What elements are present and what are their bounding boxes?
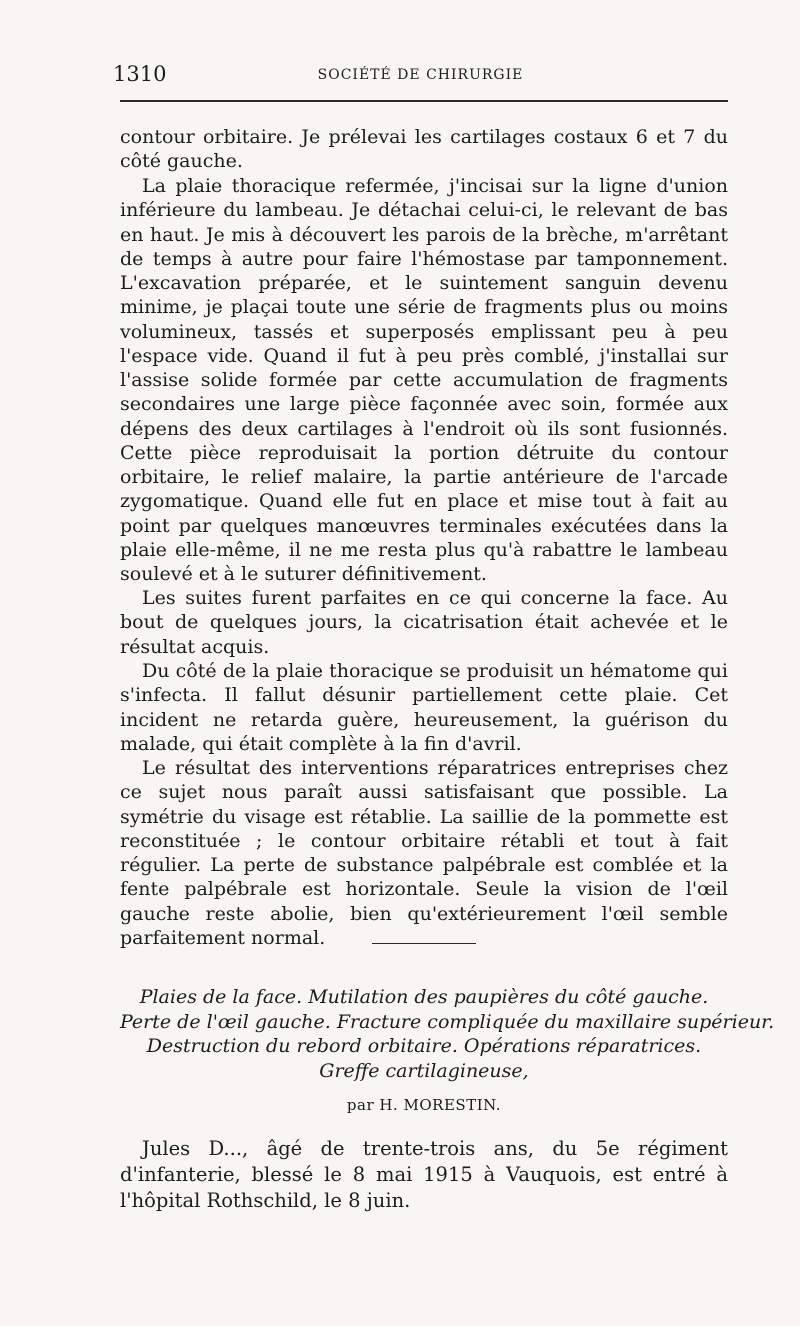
body-paragraph: Le résultat des interventions réparatrices entreprises chez ce sujet nous paraît aussi satisfaisant que possible. La symétrie du visage est rétablie. La saillie de la pommette est reconstituée ; le contour orbitaire rétabli et tout à fait régulier. La perte de substance palpébrale est comblée et la fente palpébrale est horizontale. Seule la vision de l'œil gauche reste abolie, bien qu'extérieurement l'œil semble parfaitement normal. [120,757,728,949]
header-rule [120,100,728,102]
article-title [120,985,775,1083]
article-intro-paragraph: Jules D..., âgé de trente-trois ans, du 5e régiment d'infanterie, blessé le 8 mai 1915 à Vauquois, est entré à l'hôpital Rothschild, le 8 juin. [120,1137,728,1212]
body-paragraph: Du côté de la plaie thoracique se produisit un hématome qui s'infecta. Il fallut désunir partiellement cette plaie. Cet incident ne retarda guère, heureusement, la guérison du malade, qui était complète à la fin d'avril. [120,660,728,755]
section-separator [372,943,476,944]
article-author: par H. MORESTIN. [346,1096,502,1114]
body-paragraph: La plaie thoracique refermée, j'incisai sur la ligne d'union inférieure du lambeau. Je détachai celui-ci, le relevant de bas en haut. Je mis à découvert les parois de la brèche, m'arrêtant de temps à autre pour faire l'hémostase par tamponnement. L'excavation préparée, et le suintement sanguin devenu minime, je plaçai toute une série de fragments plus ou moins volumineux, tassés et superposés emplissant peu à peu l'espace vide. Quand il fut à peu près comblé, j'installai sur l'assise solide formée par cette accumulation de fragments secondaires une large pièce façonnée avec soin, formée aux dépens des deux cartilages à l'endroit où ils sont fusionnés. Cette pièce reproduisait la portion détruite du contour orbitaire, le relief malaire, la partie antérieure de l'arcade zygomatique. Quand elle fut en place et mise tout à fait au point par quelques manœuvres terminales exécutées dans la plaie elle-même, il ne me resta plus qu'à rabattre le lambeau soulevé et à le suturer définitivement. [120,175,728,585]
page-number: 1310 [113,62,167,86]
article-title-line: Perte de l'œil gauche. Fracture compliquée du maxillaire supérieur. [120,1010,775,1033]
body-paragraph: Les suites furent parfaites en ce qui concerne la face. Au bout de quelques jours, la cicatrisation était achevée et le résultat acquis. [120,587,728,658]
article-title-line: Greffe cartilagineuse, [319,1059,529,1082]
article-title-line: Destruction du rebord orbitaire. Opérations réparatrices. [146,1035,702,1057]
running-head: SOCIÉTÉ DE CHIRURGIE [317,67,524,83]
page-header [113,62,728,92]
body-paragraph: contour orbitaire. Je prélevai les cartilages costaux 6 et 7 du côté gauche. [120,126,728,173]
article-title-line: Plaies de la face. Mutilation des paupières du côté gauche. [139,986,709,1008]
